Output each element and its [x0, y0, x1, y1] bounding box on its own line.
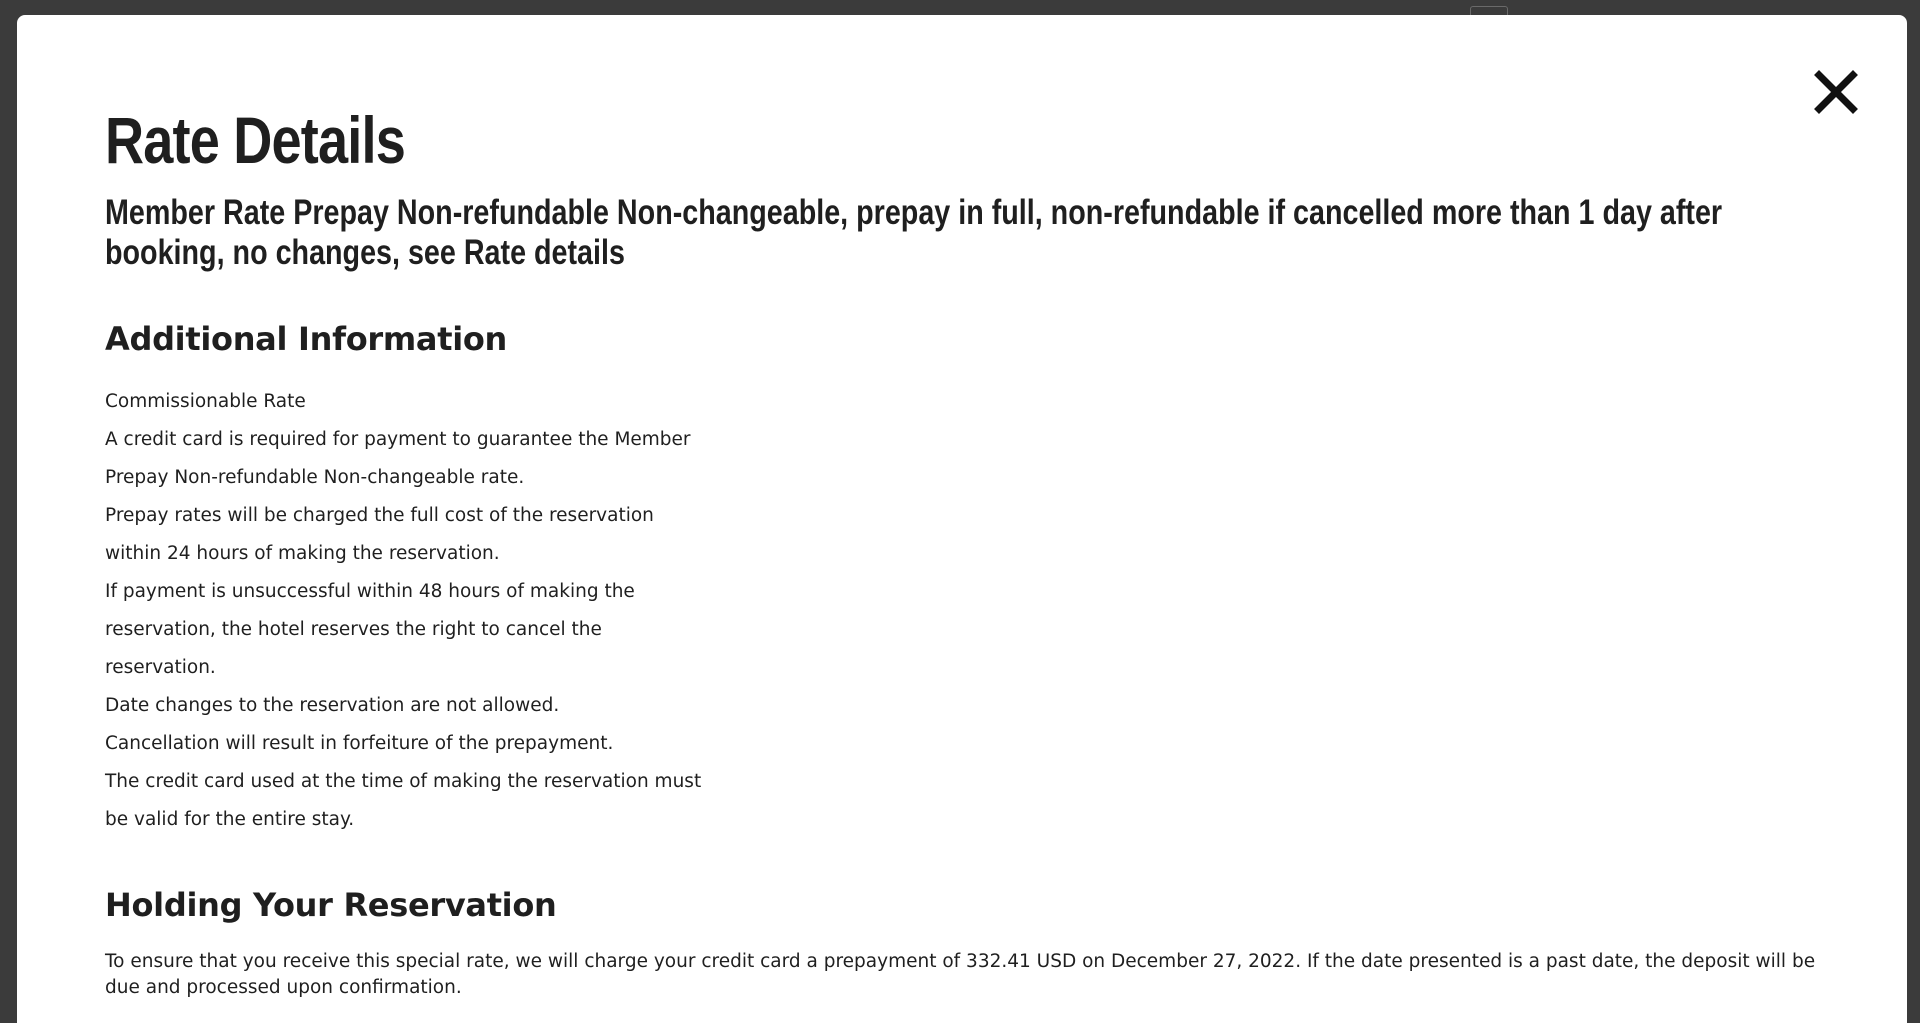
info-line: reservation.	[105, 657, 216, 678]
info-line: A credit card is required for payment to guarantee the Member	[105, 429, 691, 450]
holding-reservation-heading: Holding Your Reservation	[105, 886, 557, 924]
close-icon	[1809, 65, 1863, 119]
rate-name: Member Rate Prepay Non-refundable Non-changeable, prepay in full, non-refundable if cancelled more than 1 day after booking, no changes, see Rate details	[105, 193, 1723, 272]
modal-title: Rate Details	[105, 103, 405, 177]
info-line: Commissionable Rate	[105, 391, 306, 412]
info-line: be valid for the entire stay.	[105, 809, 355, 830]
info-line: reservation, the hotel reserves the right to cancel the	[105, 619, 602, 640]
info-line: The credit card used at the time of making the reservation must	[105, 771, 702, 792]
info-line: Date changes to the reservation are not allowed.	[105, 695, 560, 716]
close-button[interactable]	[1809, 65, 1863, 119]
additional-information-list	[105, 383, 705, 839]
info-line: Prepay rates will be charged the full cost of the reservation	[105, 505, 654, 526]
info-line: within 24 hours of making the reservation.	[105, 543, 500, 564]
info-line: Prepay Non-refundable Non-changeable rate.	[105, 467, 525, 488]
additional-information-heading: Additional Information	[105, 320, 508, 358]
holding-reservation-text: To ensure that you receive this special rate, we will charge your credit card a prepayment of 332.41 USD on December 27, 2022. If the date presented is a past date, the deposit will be due and processed upon confirmation.	[105, 951, 1816, 998]
info-line: If payment is unsuccessful within 48 hours of making the	[105, 581, 635, 602]
info-line: Cancellation will result in forfeiture of the prepayment.	[105, 733, 614, 754]
rate-details-modal	[17, 15, 1907, 1023]
